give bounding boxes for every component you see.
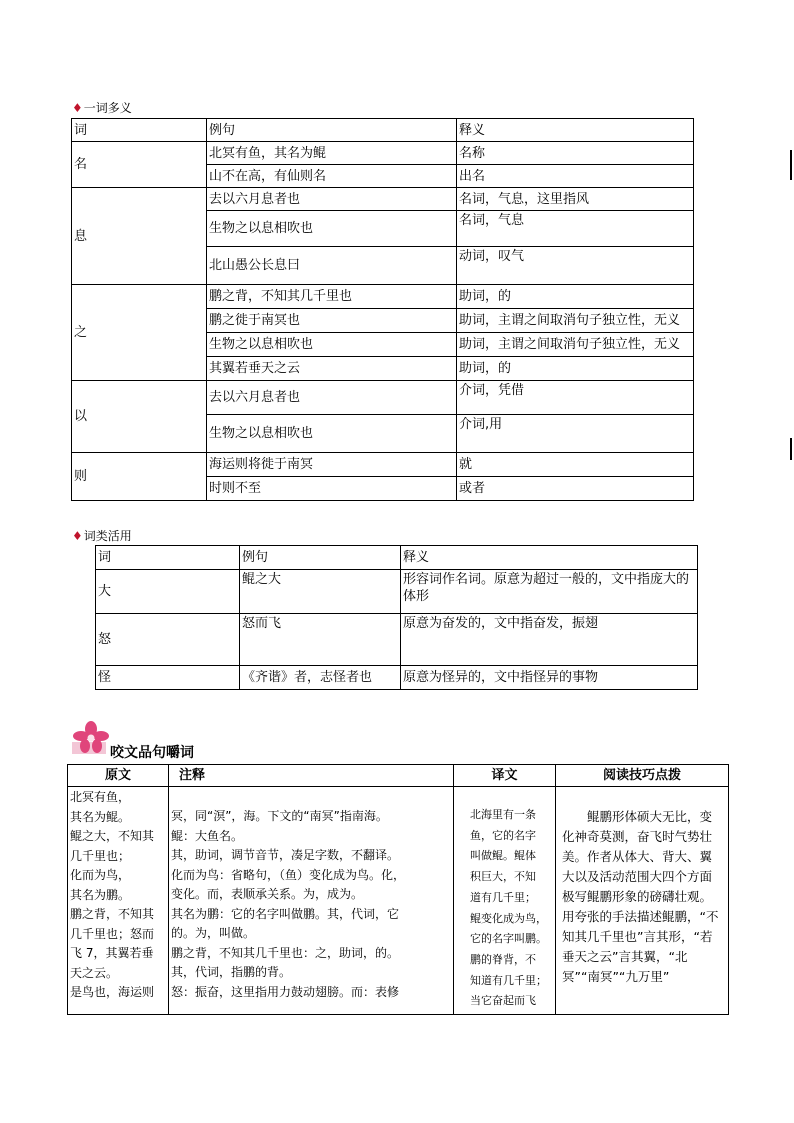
header-example: 例句: [207, 119, 457, 142]
margin-marker: [790, 150, 792, 180]
polysemy-table: [71, 118, 694, 501]
meaning-cell: 原意为怪异的，文中指怪异的事物: [401, 666, 698, 690]
header-word: 词: [72, 119, 207, 142]
translation-cell: 北海里有一条 鱼，它的名字 叫做鲲。鲲体 积巨大，不知 道有几千里； 鲲变化成为鸟， 它的名字叫鹏。 鹏的脊背，不 知道有几千里； 当它奋起而飞: [454, 787, 556, 1015]
meaning-cell: 介词,用: [457, 415, 694, 453]
meaning-cell: 出名: [457, 165, 694, 188]
table-row: [68, 765, 729, 787]
header-meaning: 释义: [457, 119, 694, 142]
example-cell: 去以六月息者也: [207, 188, 457, 211]
example-cell: 时则不至: [207, 477, 457, 501]
table-row: [96, 666, 698, 690]
reading-title: 咬文品句嚼词: [110, 745, 194, 761]
table-row: [72, 188, 694, 211]
word-cell: 则: [72, 453, 207, 501]
meaning-cell: 助词，的: [457, 285, 694, 309]
flower-icon: [72, 720, 112, 756]
example-cell: 山不在高，有仙则名: [207, 165, 457, 188]
meaning-cell: 就: [457, 453, 694, 477]
word-cell: 之: [72, 285, 207, 381]
example-cell: 生物之以息相吹也: [207, 333, 457, 357]
example-cell: 其翼若垂天之云: [207, 357, 457, 381]
word-cell: 息: [72, 188, 207, 285]
meaning-cell: 介词，凭借: [457, 381, 694, 415]
example-cell: 生物之以息相吹也: [207, 211, 457, 247]
wordclass-table: [95, 545, 698, 690]
polysemy-heading: ♦一词多义: [72, 101, 132, 115]
header-meaning: 释义: [401, 546, 698, 570]
example-cell: 《齐谐》者，志怪者也: [240, 666, 401, 690]
example-cell: 怒而飞: [240, 614, 401, 666]
word-cell: 以: [72, 381, 207, 453]
notes-cell: 冥，同“溟”，海。下文的“南冥”指南海。 鲲：大鱼名。 其，助词，调节音节，凑足字数，不翻译。 化而为鸟：省略句，（鱼）变化成为鸟。化， 变化。而，表顺承关系。为，成为。 其名为鹏：它的名字叫做鹏。其，代词，它 的。为，叫做。 鹏之背，不知其几千里也：之，助词，的。 其，代词，指鹏的背。 怒：振奋，这里指用力鼓动翅膀。而：表修: [169, 787, 454, 1015]
word-cell: 怒: [96, 614, 240, 666]
meaning-cell: 助词，主谓之间取消句子独立性，无义: [457, 333, 694, 357]
table-row: [72, 119, 694, 142]
reading-table: [67, 764, 729, 1015]
meaning-cell: 或者: [457, 477, 694, 501]
example-cell: 鹏之徙于南冥也: [207, 309, 457, 333]
meaning-cell: 名词，气息: [457, 211, 694, 247]
diamond-icon: ♦: [72, 101, 83, 115]
word-cell: 怪: [96, 666, 240, 690]
skills-cell: 鲲鹏形体硕大无比，变化神奇莫测，奋飞时气势壮美。作者从体大、背大、翼大以及活动范围大四个方面极写鲲鹏形象的磅礴壮观。用夸张的手法描述鲲鹏，“不知其几千里也”言其形，“若垂天之云”言其翼，“北冥”“南冥”“九万里”: [556, 787, 729, 1015]
word-cell: 名: [72, 142, 207, 188]
header-word: 词: [96, 546, 240, 570]
example-cell: 海运则将徙于南冥: [207, 453, 457, 477]
table-row: [72, 285, 694, 309]
header-skills: 阅读技巧点拨: [556, 765, 729, 787]
example-cell: 去以六月息者也: [207, 381, 457, 415]
table-row: [96, 570, 698, 614]
table-row: [72, 453, 694, 477]
meaning-cell: 名词，气息，这里指风: [457, 188, 694, 211]
table-row: [68, 787, 729, 1015]
table-row: [96, 614, 698, 666]
word-cell: 大: [96, 570, 240, 614]
meaning-cell: 形容词作名词。原意为超过一般的，文中指庞大的体形: [401, 570, 698, 614]
meaning-cell: 助词，的: [457, 357, 694, 381]
header-translation: 译文: [454, 765, 556, 787]
example-cell: 北山愚公长息曰: [207, 247, 457, 285]
example-cell: 鲲之大: [240, 570, 401, 614]
table-row: [72, 142, 694, 165]
margin-marker: [790, 438, 792, 460]
meaning-cell: 名称: [457, 142, 694, 165]
wordclass-heading: ♦词类活用: [72, 529, 132, 543]
example-cell: 北冥有鱼，其名为鲲: [207, 142, 457, 165]
meaning-cell: 助词，主谓之间取消句子独立性，无义: [457, 309, 694, 333]
example-cell: 鹏之背，不知其几千里也: [207, 285, 457, 309]
header-example: 例句: [240, 546, 401, 570]
table-row: [96, 546, 698, 570]
header-notes: 注释: [169, 765, 454, 787]
meaning-cell: 原意为奋发的，文中指奋发，振翅: [401, 614, 698, 666]
table-row: [72, 381, 694, 415]
header-original: 原文: [68, 765, 169, 787]
meaning-cell: 动词，叹气: [457, 247, 694, 285]
diamond-icon: ♦: [72, 529, 83, 543]
original-cell: 北冥有鱼， 其名为鲲。 鲲之大，不知其 几千里也； 化而为鸟， 其名为鹏。 鹏之背，不知其 几千里也；怒而 飞 7，其翼若垂 天之云。 是鸟也，海运则: [68, 787, 169, 1015]
example-cell: 生物之以息相吹也: [207, 415, 457, 453]
